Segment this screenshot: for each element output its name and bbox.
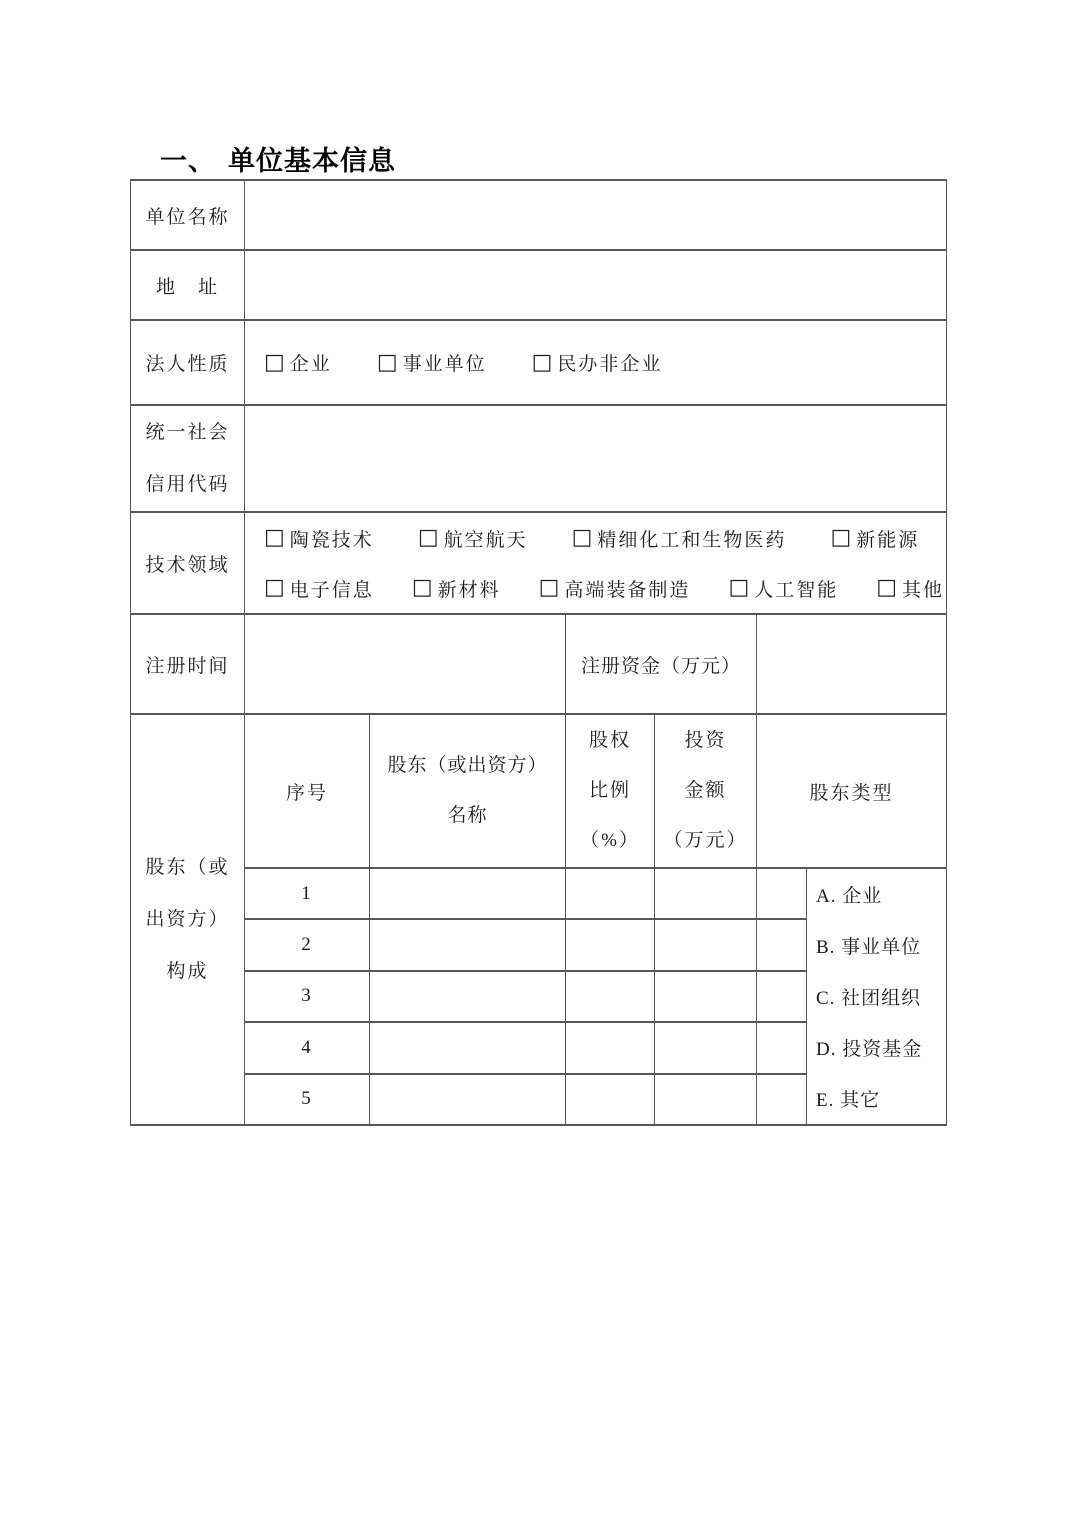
tech-field-options-line2 bbox=[245, 563, 946, 613]
shareholder-ratio-cell[interactable] bbox=[566, 919, 655, 970]
col-header-index: 序号 bbox=[245, 714, 370, 868]
col-header-name-lines bbox=[370, 741, 565, 841]
checkbox-icon[interactable]: □ bbox=[264, 575, 287, 600]
credit-code-label bbox=[131, 405, 245, 512]
row-index: 2 bbox=[245, 919, 370, 970]
option-new-materials[interactable] bbox=[412, 575, 501, 602]
label-line: （万元） bbox=[663, 830, 748, 851]
reg-time-input-cell[interactable] bbox=[245, 614, 566, 714]
shareholder-ratio-cell[interactable] bbox=[566, 1074, 655, 1125]
unit-name-input-cell[interactable] bbox=[245, 180, 947, 250]
shareholder-ratio-cell[interactable] bbox=[566, 868, 655, 919]
checkbox-icon[interactable]: □ bbox=[571, 525, 595, 550]
row-index: 5 bbox=[245, 1074, 370, 1125]
section-title-text: 单位基本信息 bbox=[228, 146, 396, 176]
checkbox-label: 事业单位 bbox=[402, 354, 487, 375]
table-row-tech-field bbox=[131, 512, 947, 614]
tech-field-options-line1 bbox=[245, 513, 946, 563]
label-line: 股东（或出资方） bbox=[387, 755, 548, 776]
shareholder-name-cell[interactable] bbox=[370, 971, 566, 1022]
checkbox-label: 新材料 bbox=[437, 579, 501, 601]
checkbox-icon[interactable]: □ bbox=[264, 525, 287, 550]
legend-item: B. 事业单位 bbox=[816, 937, 922, 958]
table-row-credit-code bbox=[131, 405, 947, 512]
reg-capital-label: 注册资金（万元） bbox=[566, 614, 757, 714]
checkbox-icon[interactable]: □ bbox=[728, 575, 752, 600]
row-index: 3 bbox=[245, 971, 370, 1022]
checkbox-label: 其他 bbox=[902, 579, 945, 601]
option-public-institution[interactable] bbox=[377, 349, 487, 376]
checkbox-icon[interactable]: □ bbox=[376, 349, 400, 375]
shareholder-name-cell[interactable] bbox=[370, 919, 566, 970]
checkbox-label: 陶瓷技术 bbox=[289, 529, 374, 551]
shareholder-type-code-cell[interactable] bbox=[757, 1074, 807, 1125]
label-line: 股东（或 bbox=[145, 856, 230, 878]
credit-code-label-lines bbox=[131, 407, 244, 511]
shareholder-type-code-cell[interactable] bbox=[757, 971, 807, 1022]
checkbox-label: 人工智能 bbox=[754, 579, 839, 601]
shareholder-name-cell[interactable] bbox=[370, 1022, 566, 1073]
row-index: 1 bbox=[245, 868, 370, 919]
label-line: 金额 bbox=[684, 780, 727, 801]
label-line: 出资方） bbox=[145, 908, 230, 930]
checkbox-icon[interactable]: □ bbox=[538, 575, 562, 600]
checkbox-icon[interactable]: □ bbox=[411, 575, 435, 600]
col-header-name bbox=[370, 714, 566, 868]
reg-capital-input-cell[interactable] bbox=[757, 614, 947, 714]
checkbox-icon[interactable]: □ bbox=[417, 525, 441, 550]
shareholder-type-legend bbox=[807, 868, 947, 1125]
shareholder-amount-cell[interactable] bbox=[655, 1074, 757, 1125]
option-ceramic-tech[interactable] bbox=[264, 525, 374, 552]
shareholder-amount-cell[interactable] bbox=[655, 919, 757, 970]
label-line: 名称 bbox=[447, 805, 488, 826]
option-highend-equipment[interactable] bbox=[539, 575, 691, 602]
col-header-ratio bbox=[566, 714, 655, 868]
checkbox-label: 精细化工和生物医药 bbox=[597, 529, 787, 551]
shareholder-ratio-cell[interactable] bbox=[566, 1022, 655, 1073]
label-line: 股权 bbox=[588, 730, 631, 751]
tech-field-options bbox=[245, 513, 946, 613]
option-enterprise[interactable] bbox=[264, 349, 332, 376]
legal-nature-label: 法人性质 bbox=[131, 320, 245, 405]
unit-info-table bbox=[130, 179, 947, 1126]
checkbox-label: 航空航天 bbox=[443, 529, 528, 551]
section-number: 一、 bbox=[160, 146, 216, 176]
option-ai[interactable] bbox=[728, 575, 838, 602]
option-electronic-info[interactable] bbox=[264, 575, 374, 602]
table-row-registration bbox=[131, 614, 947, 714]
label-line: 统一社会 bbox=[145, 421, 230, 443]
row-index: 4 bbox=[245, 1022, 370, 1073]
shareholder-type-code-cell[interactable] bbox=[757, 868, 807, 919]
section-title bbox=[160, 139, 396, 178]
option-aerospace[interactable] bbox=[418, 525, 528, 552]
col-header-ratio-lines bbox=[566, 716, 654, 866]
credit-code-input-cell[interactable] bbox=[245, 405, 947, 512]
tech-field-label: 技术领域 bbox=[131, 512, 245, 614]
shareholder-ratio-cell[interactable] bbox=[566, 971, 655, 1022]
checkbox-icon[interactable]: □ bbox=[830, 525, 854, 550]
table-row-shareholder-1 bbox=[131, 868, 947, 919]
checkbox-label: 高端装备制造 bbox=[564, 579, 691, 601]
shareholder-amount-cell[interactable] bbox=[655, 1022, 757, 1073]
col-header-amount-lines bbox=[655, 716, 756, 866]
option-new-energy[interactable] bbox=[830, 525, 919, 552]
shareholders-section-label-lines bbox=[131, 842, 244, 998]
legend-item: A. 企业 bbox=[816, 886, 883, 907]
checkbox-label: 民办非企业 bbox=[557, 354, 663, 375]
table-row-shareholder-header bbox=[131, 714, 947, 868]
legend-item: E. 其它 bbox=[816, 1090, 881, 1111]
option-other[interactable] bbox=[876, 575, 944, 602]
checkbox-icon[interactable]: □ bbox=[876, 575, 900, 600]
label-line: 信用代码 bbox=[145, 473, 230, 495]
checkbox-icon[interactable]: □ bbox=[531, 349, 555, 375]
legend-item: C. 社团组织 bbox=[816, 988, 922, 1009]
unit-name-label: 单位名称 bbox=[131, 180, 245, 250]
address-label: 地 址 bbox=[131, 250, 245, 320]
checkbox-label: 电子信息 bbox=[289, 579, 374, 601]
label-line: 投资 bbox=[684, 730, 727, 751]
col-header-type: 股东类型 bbox=[757, 714, 947, 868]
table-row-unit-name bbox=[131, 180, 947, 250]
reg-time-label: 注册时间 bbox=[131, 614, 245, 714]
shareholder-name-cell[interactable] bbox=[370, 868, 566, 919]
option-private-non-enterprise[interactable] bbox=[532, 349, 663, 376]
shareholder-name-cell[interactable] bbox=[370, 1074, 566, 1125]
checkbox-label: 企业 bbox=[289, 354, 332, 375]
legal-nature-options bbox=[245, 349, 946, 376]
shareholder-amount-cell[interactable] bbox=[655, 971, 757, 1022]
checkbox-label: 新能源 bbox=[856, 529, 920, 551]
legal-nature-options-cell bbox=[245, 320, 947, 405]
checkbox-icon[interactable]: □ bbox=[264, 349, 287, 375]
shareholders-section-label bbox=[131, 714, 245, 1125]
label-line: 比例 bbox=[588, 780, 631, 801]
shareholder-amount-cell[interactable] bbox=[655, 868, 757, 919]
legend-item: D. 投资基金 bbox=[816, 1039, 923, 1060]
tech-field-options-cell bbox=[245, 512, 947, 614]
option-fine-chem-biomed[interactable] bbox=[572, 525, 787, 552]
address-input-cell[interactable] bbox=[245, 250, 947, 320]
shareholder-type-code-cell[interactable] bbox=[757, 919, 807, 970]
table-row-legal-nature bbox=[131, 320, 947, 405]
shareholder-type-code-cell[interactable] bbox=[757, 1022, 807, 1073]
label-line: （%） bbox=[580, 830, 640, 851]
col-header-amount bbox=[655, 714, 757, 868]
table-row-address bbox=[131, 250, 947, 320]
label-line: 构成 bbox=[166, 960, 209, 982]
